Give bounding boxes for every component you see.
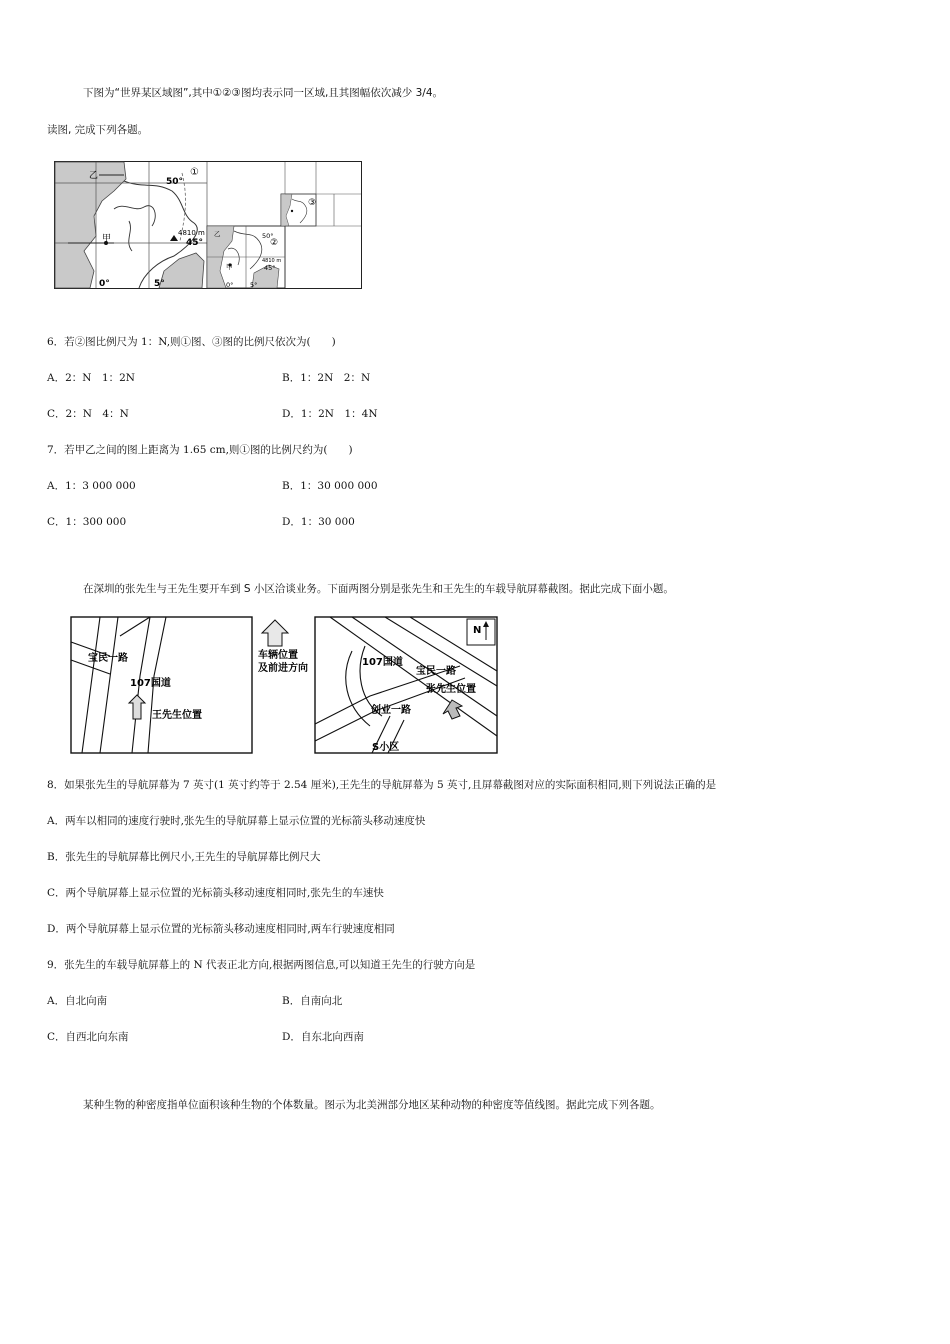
wang-road-baomin: 宝民一路 <box>88 653 128 664</box>
label-circle1: ① <box>190 167 199 178</box>
q8-option-a[interactable]: A．两车以相同的速度行驶时,张先生的导航屏幕上显示位置的光标箭头移动速度快 <box>47 815 426 827</box>
label2-peak: 4810 m <box>262 258 282 264</box>
q6-option-c[interactable]: C．2：N 4：N <box>47 408 129 420</box>
q9-option-b[interactable]: B．自南向北 <box>282 995 343 1007</box>
q6-stem: 6．若②图比例尺为 1：N,则①图、③图的比例尺依次为( ) <box>47 336 336 348</box>
north-label: N <box>473 625 482 636</box>
label-lon5: 5° <box>154 279 165 289</box>
q7-stem: 7．若甲乙之间的图上距离为 1.65 cm,则①图的比例尺约为( ) <box>47 444 353 456</box>
q8-stem: 8．如果张先生的导航屏幕为 7 英寸(1 英寸约等于 2.54 厘米),王先生的导航屏幕为 5 英寸,且屏幕截图对应的实际面积相同,则下列说法正确的是 <box>47 779 717 791</box>
q9-option-d[interactable]: D．自东北向西南 <box>282 1031 364 1043</box>
q6-option-a[interactable]: A．2：N 1：2N <box>47 372 135 384</box>
section2-intro: 在深圳的张先生与王先生要开车到 S 小区洽谈业务。下面两图分别是张先生和王先生的车载导航屏幕截图。据此完成下面小题。 <box>83 583 674 595</box>
section3-intro: 某种生物的种密度指单位面积该种生物的个体数量。图示为北美洲部分地区某种动物的种密度等值线图。据此完成下列各题。 <box>83 1099 661 1111</box>
q7-option-c[interactable]: C．1：300 000 <box>47 516 127 528</box>
section1-intro: 下图为“世界某区域图”,其中①②③图均表示同一区域,且其图幅依次减少 3/4。 <box>83 87 444 99</box>
label-lat45: 45° <box>186 238 204 248</box>
label2-lat45: 45° <box>264 264 276 272</box>
legend-arrow-icon <box>262 620 288 646</box>
q9-option-c[interactable]: C．自西北向东南 <box>47 1031 129 1043</box>
legend-line2: 及前进方向 <box>258 663 308 674</box>
zhang-road-baomin: 宝民一路 <box>416 666 456 677</box>
label-circle3: ③ <box>308 198 317 208</box>
q8-option-d[interactable]: D．两个导航屏幕上显示位置的光标箭头移动速度相同时,两车行驶速度相同 <box>47 923 395 935</box>
section1-instruction: 读图, 完成下列各题。 <box>47 124 149 136</box>
zhang-road-chuangye: 创业一路 <box>371 705 411 716</box>
label-lat50: 50° <box>166 177 184 187</box>
label2-lon5: 5° <box>250 281 258 289</box>
label2-lat50: 50° <box>262 232 274 240</box>
label-jia: 甲 <box>102 234 112 244</box>
label-lon0: 0° <box>99 279 110 289</box>
q8-option-b[interactable]: B．张先生的导航屏幕比例尺小,王先生的导航屏幕比例尺大 <box>47 851 321 863</box>
navigation-screens <box>70 616 500 756</box>
q6-option-b[interactable]: B．1：2N 2：N <box>282 372 371 384</box>
q7-option-a[interactable]: A．1：3 000 000 <box>47 480 136 492</box>
zhang-s-community: S小区 <box>372 742 400 753</box>
label2-jia: 甲 <box>226 263 233 271</box>
legend-line1: 车辆位置 <box>258 650 298 661</box>
wang-position: 王先生位置 <box>152 710 202 721</box>
q7-option-b[interactable]: B．1：30 000 000 <box>282 480 378 492</box>
q8-option-c[interactable]: C．两个导航屏幕上显示位置的光标箭头移动速度相同时,张先生的车速快 <box>47 887 384 899</box>
q9-option-a[interactable]: A．自北向南 <box>47 995 108 1007</box>
label2-lon0: 0° <box>226 281 234 289</box>
world-region-map <box>54 161 364 291</box>
q9-stem: 9．张先生的车载导航屏幕上的 N 代表正北方向,根据两图信息,可以知道王先生的行驶方向是 <box>47 959 476 971</box>
label-yi: 乙 <box>89 171 99 181</box>
label-peak: 4810 m <box>178 229 205 237</box>
q7-option-d[interactable]: D．1：30 000 <box>282 516 355 528</box>
wang-road-107: 107国道 <box>130 678 171 689</box>
zhang-road-107: 107国道 <box>362 657 403 668</box>
label-circle2: ② <box>270 238 279 248</box>
q6-option-d[interactable]: D．1：2N 1：4N <box>282 408 378 420</box>
label2-yi: 乙 <box>214 230 221 238</box>
zhang-position: 张先生位置 <box>426 684 476 695</box>
